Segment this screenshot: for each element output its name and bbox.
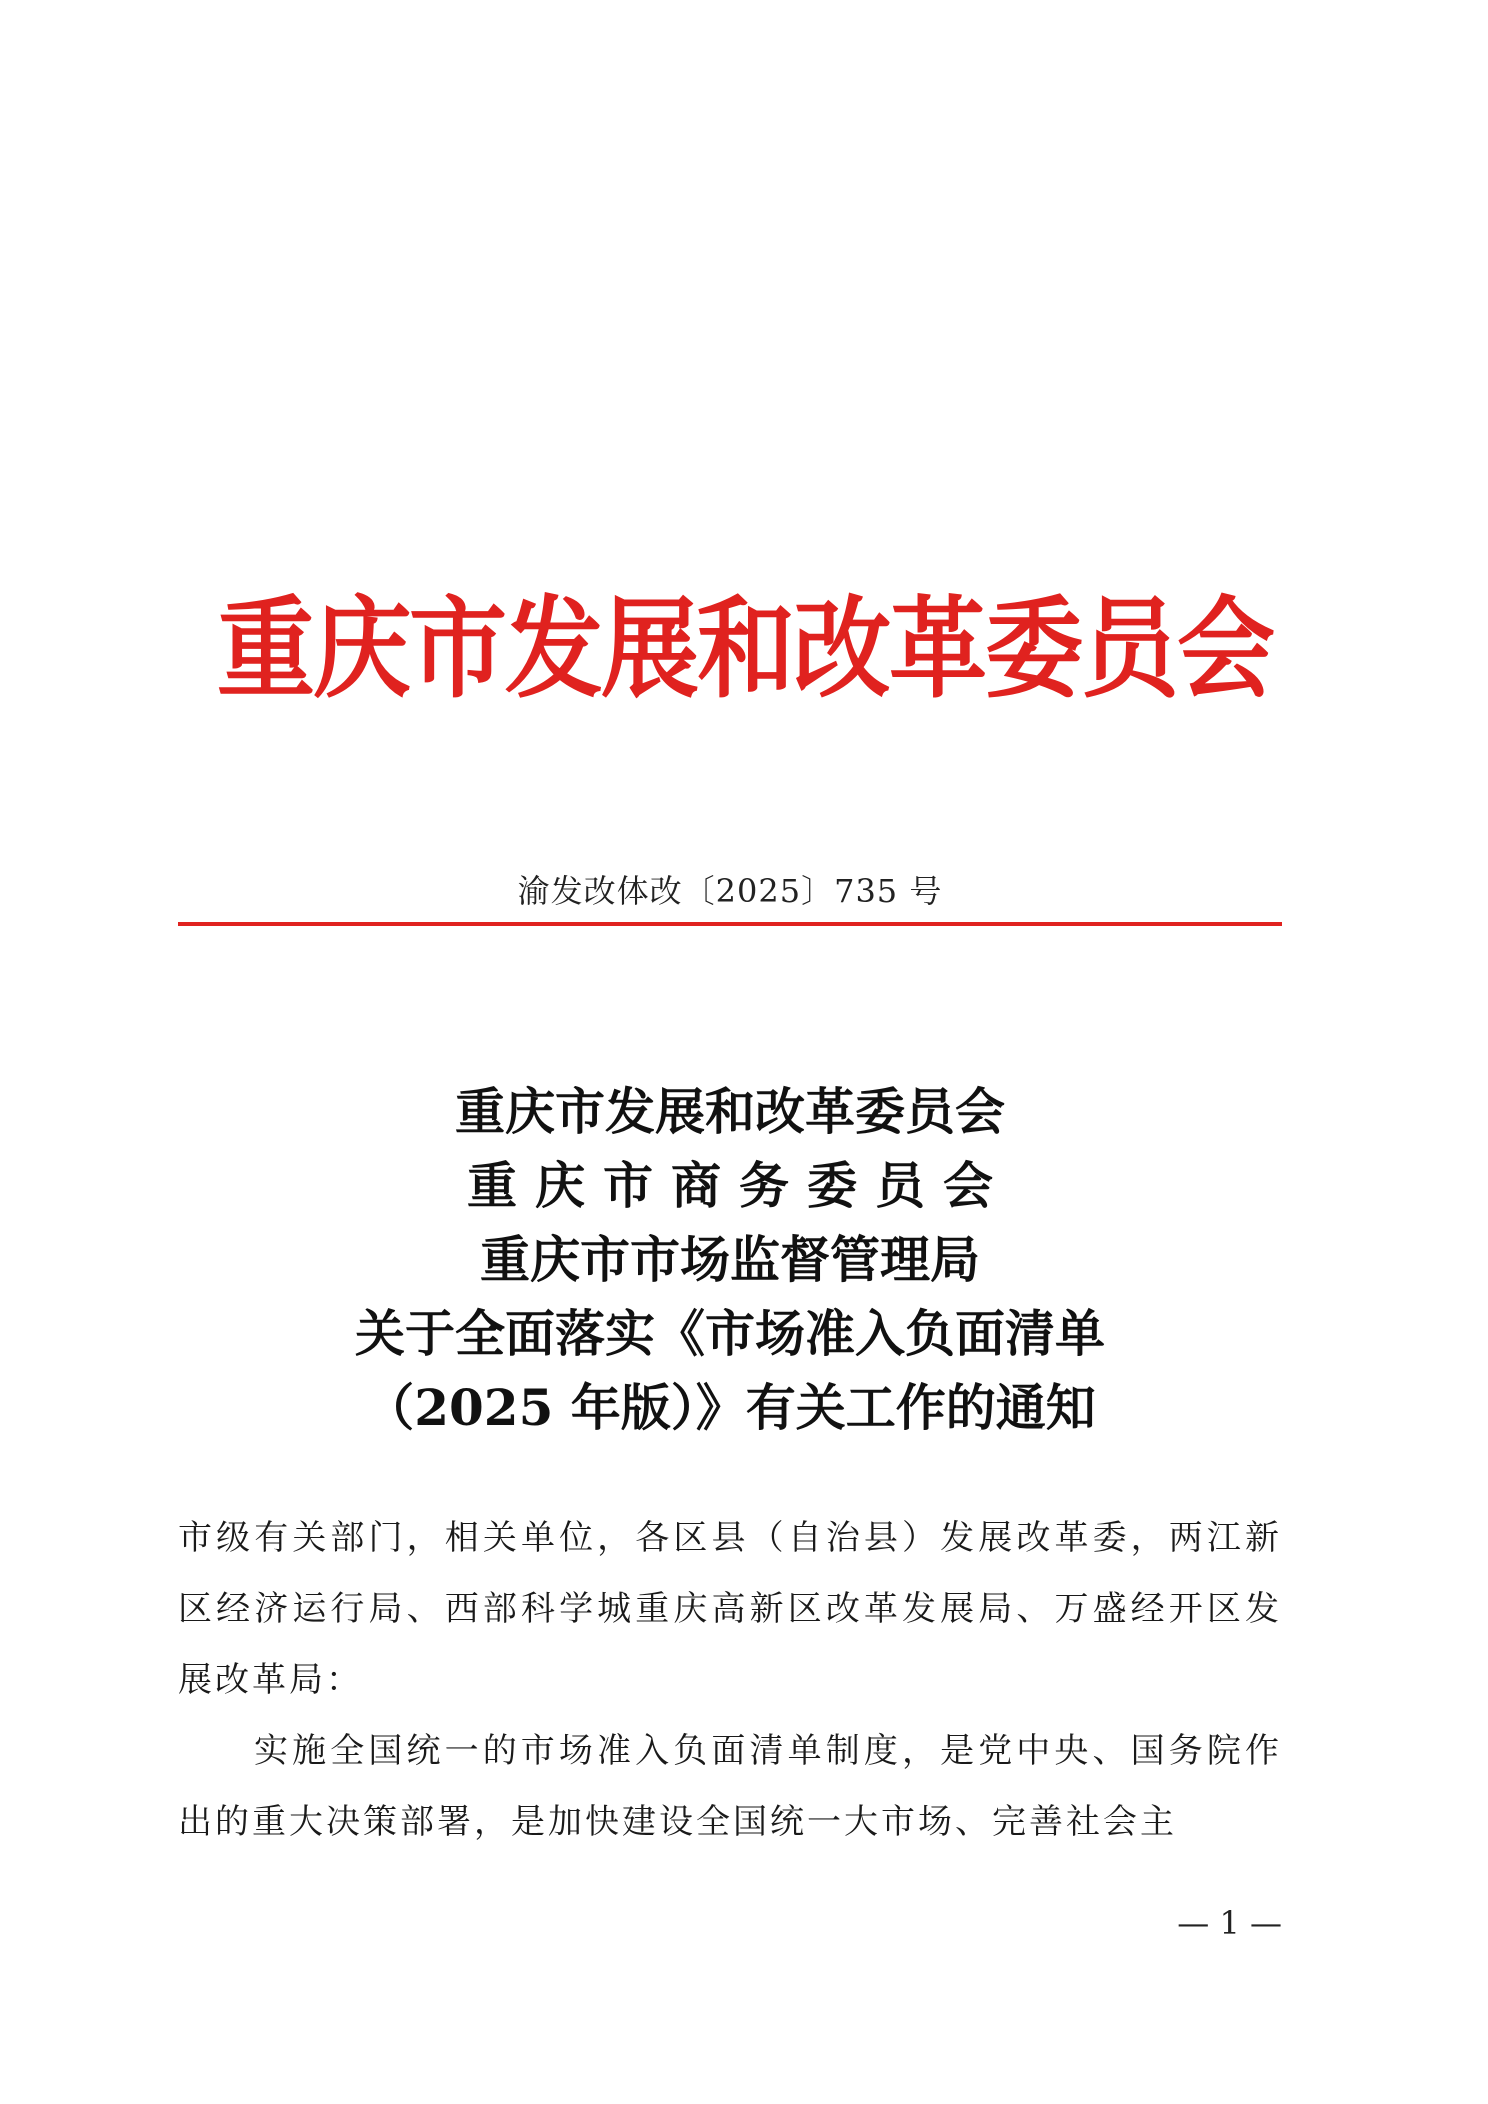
document-body [178,1503,1282,1858]
title-line-subject-2: （2025 年版）》有关工作的通知 [364,1378,1096,1437]
issuer-header: 重庆市发展和改革委员会 [216,586,1273,714]
document-title [178,1075,1282,1445]
red-divider-line [178,922,1282,926]
document-number: 渝发改体改〔2025〕735 号 [517,872,943,910]
page-number: — 1 — [1177,1904,1282,1942]
title-line-issuer-2: 重庆市商务委员会 [467,1156,1011,1215]
addressee-paragraph: 市级有关部门，相关单位，各区县（自治县）发展改革委，两江新区经济运行局、西部科学城重庆高新区改革发展局、万盛经开区发展改革局： [178,1518,1282,1700]
title-line-issuer-1: 重庆市发展和改革委员会 [455,1082,1005,1141]
body-paragraph-1: 实施全国统一的市场准入负面清单制度，是党中央、国务院作出的重大决策部署，是加快建设全国统一大市场、完善社会主 [178,1731,1282,1842]
title-line-subject-1: 关于全面落实《市场准入负面清单 [355,1304,1105,1363]
title-line-issuer-3: 重庆市市场监督管理局 [480,1230,980,1289]
